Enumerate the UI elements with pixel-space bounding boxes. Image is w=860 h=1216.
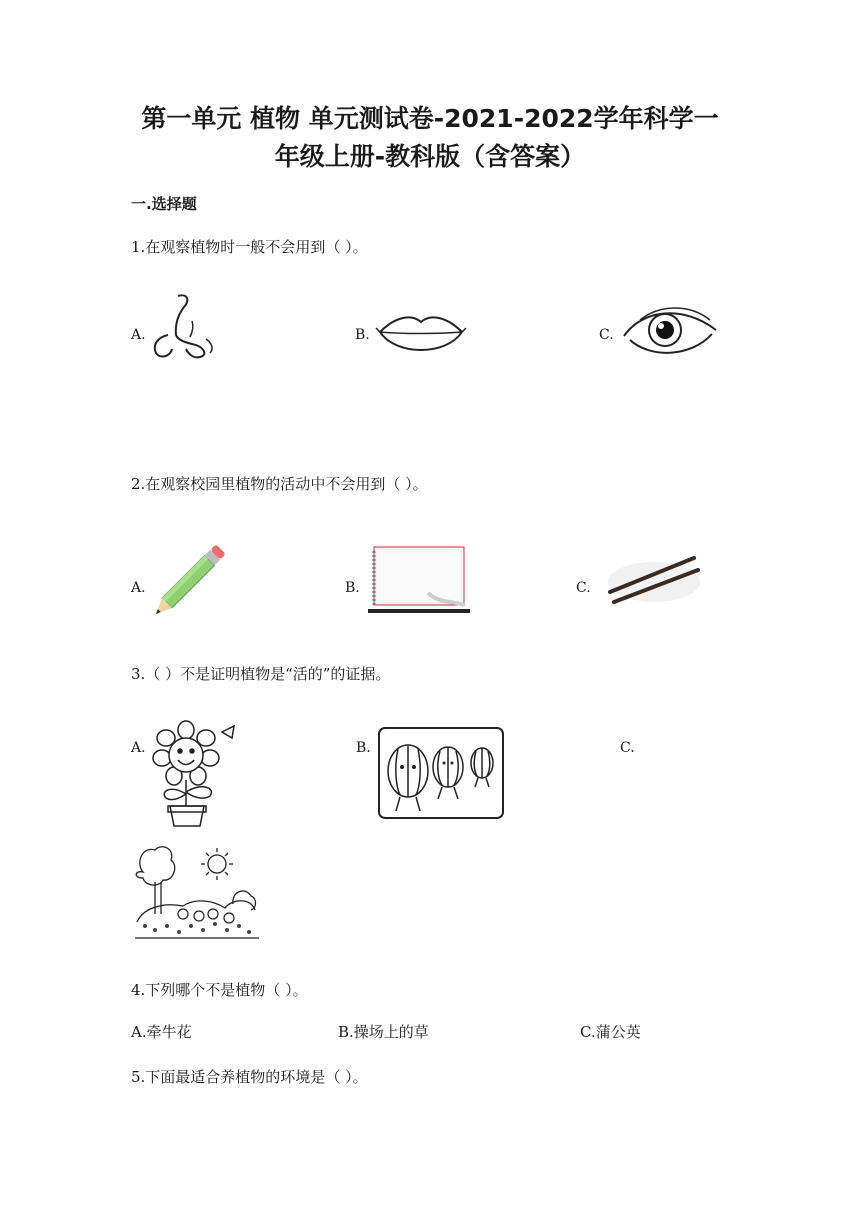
title-line-2: 年级上册-教科版（含答案）	[274, 142, 586, 171]
question-3: 3.（ ）不是证明植物是“活的”的证据。	[131, 665, 391, 683]
q4-option-a: A.牵牛花	[131, 1023, 192, 1041]
eye-icon	[620, 302, 720, 358]
q2-option-c-label: C.	[576, 580, 591, 596]
watermelons-icon	[378, 727, 505, 819]
q1-option-a-label: A.	[131, 327, 146, 343]
q2-option-a-label: A.	[131, 580, 146, 596]
question-2: 2.在观察校园里植物的活动中不会用到（ ）。	[131, 475, 428, 493]
q3-option-b-label: B.	[356, 740, 371, 756]
section-heading: 一.选择题	[131, 195, 197, 213]
document-title	[100, 100, 760, 176]
chopsticks-icon	[602, 550, 702, 612]
question-1: 1.在观察植物时一般不会用到（ ）。	[131, 238, 368, 256]
q2-option-b-label: B.	[345, 580, 360, 596]
q3-option-c-label: C.	[620, 740, 635, 756]
q4-option-c: C.蒲公英	[580, 1023, 641, 1041]
question-4: 4.下列哪个不是植物（ ）。	[131, 981, 308, 999]
mouth-icon	[376, 306, 466, 360]
nose-icon	[148, 293, 218, 363]
q1-option-c-label: C.	[599, 327, 614, 343]
trees-sun-icon	[133, 842, 261, 942]
q3-option-a-label: A.	[131, 740, 146, 756]
q1-option-b-label: B.	[355, 327, 370, 343]
pencil-icon	[152, 536, 236, 616]
q4-option-b: B.操场上的草	[338, 1023, 429, 1041]
title-line-1: 第一单元 植物 单元测试卷-2021-2022学年科学一	[141, 104, 719, 133]
question-5: 5.下面最适合养植物的环境是（ ）。	[131, 1068, 368, 1086]
flower-pot-icon	[148, 722, 240, 830]
notebook-icon	[368, 543, 472, 615]
